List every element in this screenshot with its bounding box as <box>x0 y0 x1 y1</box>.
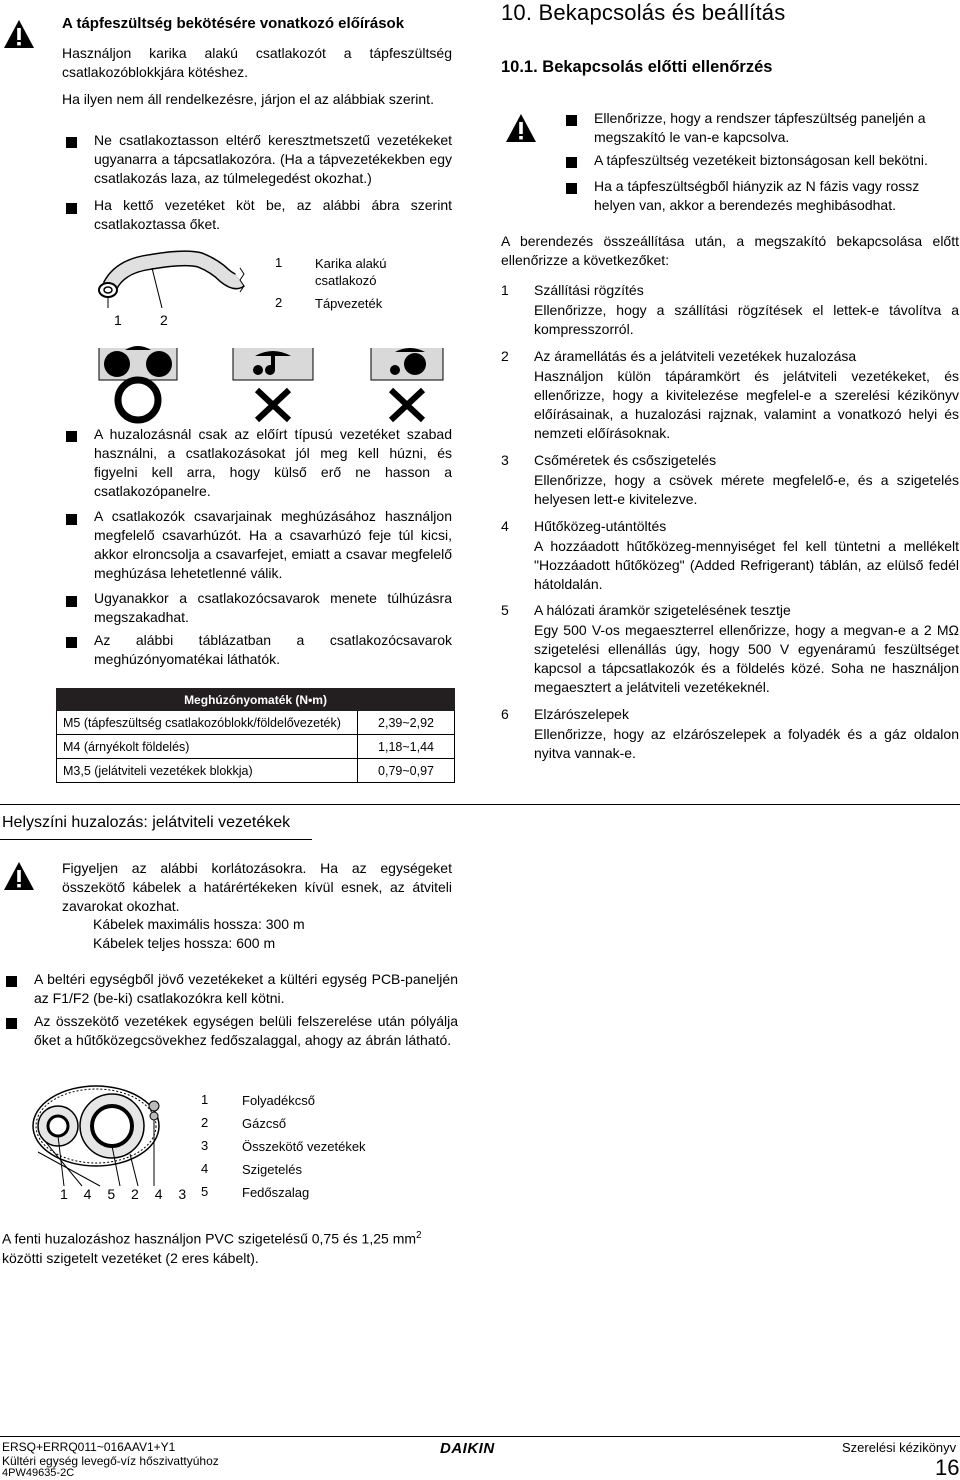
legend-text: Karika alakú csatlakozó <box>315 256 387 288</box>
check-number: 5 <box>501 602 509 618</box>
table-cell-value: 2,39~2,92 <box>358 711 455 735</box>
section-title: Helyszíni huzalozás: jelátviteli vezetékek <box>2 814 291 831</box>
section-heading: 10.1. Bekapcsolás előtti ellenőrzés <box>501 58 773 76</box>
bullet-icon <box>6 1018 17 1029</box>
legend-number: 3 <box>201 1138 209 1153</box>
table-cell-label: M4 (árnyékolt földelés) <box>57 735 358 759</box>
footer-code: 4PW49635-2C <box>2 1467 75 1479</box>
warning-icon <box>2 18 36 50</box>
legend-number: 2 <box>201 1115 209 1130</box>
legend-number: 4 <box>201 1161 209 1176</box>
ring-terminal-figure <box>90 246 250 316</box>
bullet-icon <box>66 431 77 442</box>
bullet-text: Ne csatlakoztasson eltérő keresztmetszetű vezetékeket ugyanarra a tápcsatlakozóra. (Ha a tápvezetékekben egy csatlakozás laza, az túlmelegedést okozhat.) <box>94 132 452 186</box>
bullet-icon <box>66 137 77 148</box>
legend-text: Gázcső <box>242 1116 287 1131</box>
bullet-text: A huzalozásnál csak az előírt típusú vezetéket szabad használni, a csatlakozásokat jól meg kell húzni, és figyelni kell arra, hogy külső erő ne hasson a csatlakozópanelre. <box>94 426 452 499</box>
bullet-text: Ha kettő vezetéket köt be, az alábbi ábra szerint csatlakoztassa őket. <box>94 197 452 232</box>
check-text: Használjon külön tápáramkört és jelátviteli vezetékeket, és ellenőrizze, hogy a kivitelezése megfelel-e a szerelési kézikönyv előírásainak, a huzalozási rajznak, valamint a vonatkozó helyi és nemzeti előírásoknak. <box>534 368 959 441</box>
legend-number: 1 <box>275 255 283 270</box>
bullet-text: A csatlakozók csavarjainak meghúzásához használjon megfelelő csavarhúzót. Ha a csavarhúzó feje túl kicsi, akkor elroncsolja a csavarfejet, emiatt a csavar megfelelő meghúzása lehetetlenné válik. <box>94 508 452 581</box>
bullet-text: A tápfeszültség vezetékeit biztonságosan kell bekötni. <box>594 152 928 168</box>
bullet-text: Az alábbi táblázatban a csatlakozócsavarok meghúzónyomatékai láthatók. <box>94 632 452 667</box>
check-number: 6 <box>501 706 509 722</box>
legend-text: Fedőszalag <box>242 1185 310 1200</box>
check-title: Elzárószelepek <box>534 706 629 722</box>
table-row <box>57 711 455 735</box>
bullet-icon <box>66 637 77 648</box>
check-text: A hozzáadott hűtőközeg-mennyiséget fel kell tüntetni a mellékelt "Hozzáadott hűtőközeg" (Added Refrigerant) táblán, az elülső fedél hátoldalán. <box>534 538 959 592</box>
figure-label: 2 <box>160 312 168 328</box>
bullet-text: Ha a tápfeszültségből hiányzik az N fázis vagy rossz helyen van, akkor a berendezés meghibásodhat. <box>594 178 920 213</box>
figure-label: 1 <box>114 312 122 328</box>
bullet-text: Ugyanakkor a csatlakozócsavarok menete túlhúzásra megszakadhat. <box>94 590 452 625</box>
table-cell-label: M5 (tápfeszültség csatlakozóblokk/földelővezeték) <box>57 711 358 735</box>
table-row <box>57 759 455 783</box>
intro-text-2: Ha ilyen nem áll rendelkezésre, járjon el az alábbiak szerint. <box>62 91 434 107</box>
footer-manual: Szerelési kézikönyv <box>842 1440 957 1455</box>
check-text: Ellenőrizze, hogy az elzárószelepek a folyadék és a gáz oldalon nyitva vannak-e. <box>534 726 959 761</box>
bullet-icon <box>566 157 577 168</box>
check-title: A hálózati áramkör szigetelésének tesztje <box>534 602 791 618</box>
check-number: 2 <box>501 348 509 364</box>
legend-number: 2 <box>275 295 283 310</box>
table-row <box>57 735 455 759</box>
check-title: Az áramellátás és a jelátviteli vezetékek huzalozása <box>534 348 857 364</box>
check-number: 3 <box>501 452 509 468</box>
bullet-icon <box>6 976 17 987</box>
warning-text: Figyeljen az alábbi korlátozásokra. Ha az egységeket összekötő kábelek a határértékeken kívül esnek, az átviteli zavarokat okozhat. <box>62 860 452 914</box>
bullet-text: Ellenőrizze, hogy a rendszer tápfeszültség paneljén a megszakító le van-e kapcsolva. <box>594 110 926 145</box>
legend-text: Folyadékcső <box>242 1093 315 1108</box>
footer-product: Kültéri egység levegő-víz hőszivattyúhoz <box>2 1454 219 1468</box>
bullet-text: Az összekötő vezetékek egységen belüli felszerelése után pólyálja őket a hűtőközegcsövekhez fedőszalaggal, ahogy az ábrán látható. <box>34 1013 458 1048</box>
warning-icon <box>2 860 36 892</box>
bullet-icon <box>66 596 77 607</box>
bullet-icon <box>566 115 577 126</box>
limit-text: Kábelek maximális hossza: 300 m <box>93 916 305 932</box>
connection-figure <box>95 342 445 424</box>
check-title: Hűtőközeg-utántöltés <box>534 518 667 534</box>
intro-text: Használjon karika alakú csatlakozót a tápfeszültség csatlakozóblokkjára kötéshez. <box>62 45 452 80</box>
table-header: Meghúzónyomaték (N•m) <box>57 689 455 711</box>
check-text: Ellenőrizze, hogy a szállítási rögzítések el lettek-e távolítva a kompresszorról. <box>534 302 959 337</box>
table-cell-value: 0,79~0,97 <box>358 759 455 783</box>
bullet-icon <box>66 203 77 214</box>
table-cell-label: M3,5 (jelátviteli vezetékek blokkja) <box>57 759 358 783</box>
footer-model: ERSQ+ERRQ011~016AAV1+Y1 <box>2 1440 176 1454</box>
check-title: Szállítási rögzítés <box>534 282 644 298</box>
legend-text: Összekötő vezetékek <box>242 1139 366 1154</box>
page-number: 16 <box>935 1455 960 1480</box>
note-text: A fenti huzalozáshoz használjon PVC szigetelésű 0,75 és 1,25 $mm^2$ közötti szigetelt vezetéket (2 eres kábelt). <box>2 1230 422 1266</box>
chapter-heading: 10. Bekapcsolás és beállítás <box>501 0 786 25</box>
legend-text: Szigetelés <box>242 1162 302 1177</box>
figure-labels: 1 4 5 2 4 3 <box>60 1186 193 1202</box>
pipe-bundle-figure <box>30 1082 165 1192</box>
section-divider <box>0 804 960 805</box>
check-number: 1 <box>501 282 509 298</box>
legend-text: Tápvezeték <box>315 296 383 311</box>
check-number: 4 <box>501 518 509 534</box>
legend-number: 1 <box>201 1092 209 1107</box>
section-title: A tápfeszültség bekötésére vonatkozó előírások <box>62 15 405 32</box>
bullet-text: A beltéri egységből jövő vezetékeket a kültéri egység PCB-paneljén az F1/F2 (be-ki) csatlakozókra kell kötni. <box>34 971 458 1006</box>
title-underline <box>0 839 312 840</box>
bullet-icon <box>66 514 77 525</box>
check-text: Egy 500 V-os megaeszterrel ellenőrizze, hogy a megvan-e a 2 MΩ szigetelési ellenállás úgy, hogy 500 V egyenáramú feszültséget kapcsol a tápcsatlakozók és a földelés közé. Soha ne használjon megaesztert a jelátviteli vezetékeknél. <box>534 622 959 695</box>
warning-icon <box>504 112 538 144</box>
check-text: Ellenőrizze, hogy a csövek mérete megfelelő-e, és a szigetelés helyesen lett-e kivitelezve. <box>534 472 959 507</box>
check-title: Csőméretek és csőszigetelés <box>534 452 717 468</box>
table-cell-value: 1,18~1,44 <box>358 735 455 759</box>
footer-divider <box>0 1436 960 1437</box>
legend-number: 5 <box>201 1184 209 1199</box>
bullet-icon <box>566 183 577 194</box>
torque-table <box>56 688 455 783</box>
intro-text: A berendezés összeállítása után, a megszakító bekapcsolása előtt ellenőrizze a következőket: <box>501 233 959 268</box>
limit-text: Kábelek teljes hossza: 600 m <box>93 935 276 951</box>
brand-logo: DAIKIN <box>440 1440 495 1457</box>
